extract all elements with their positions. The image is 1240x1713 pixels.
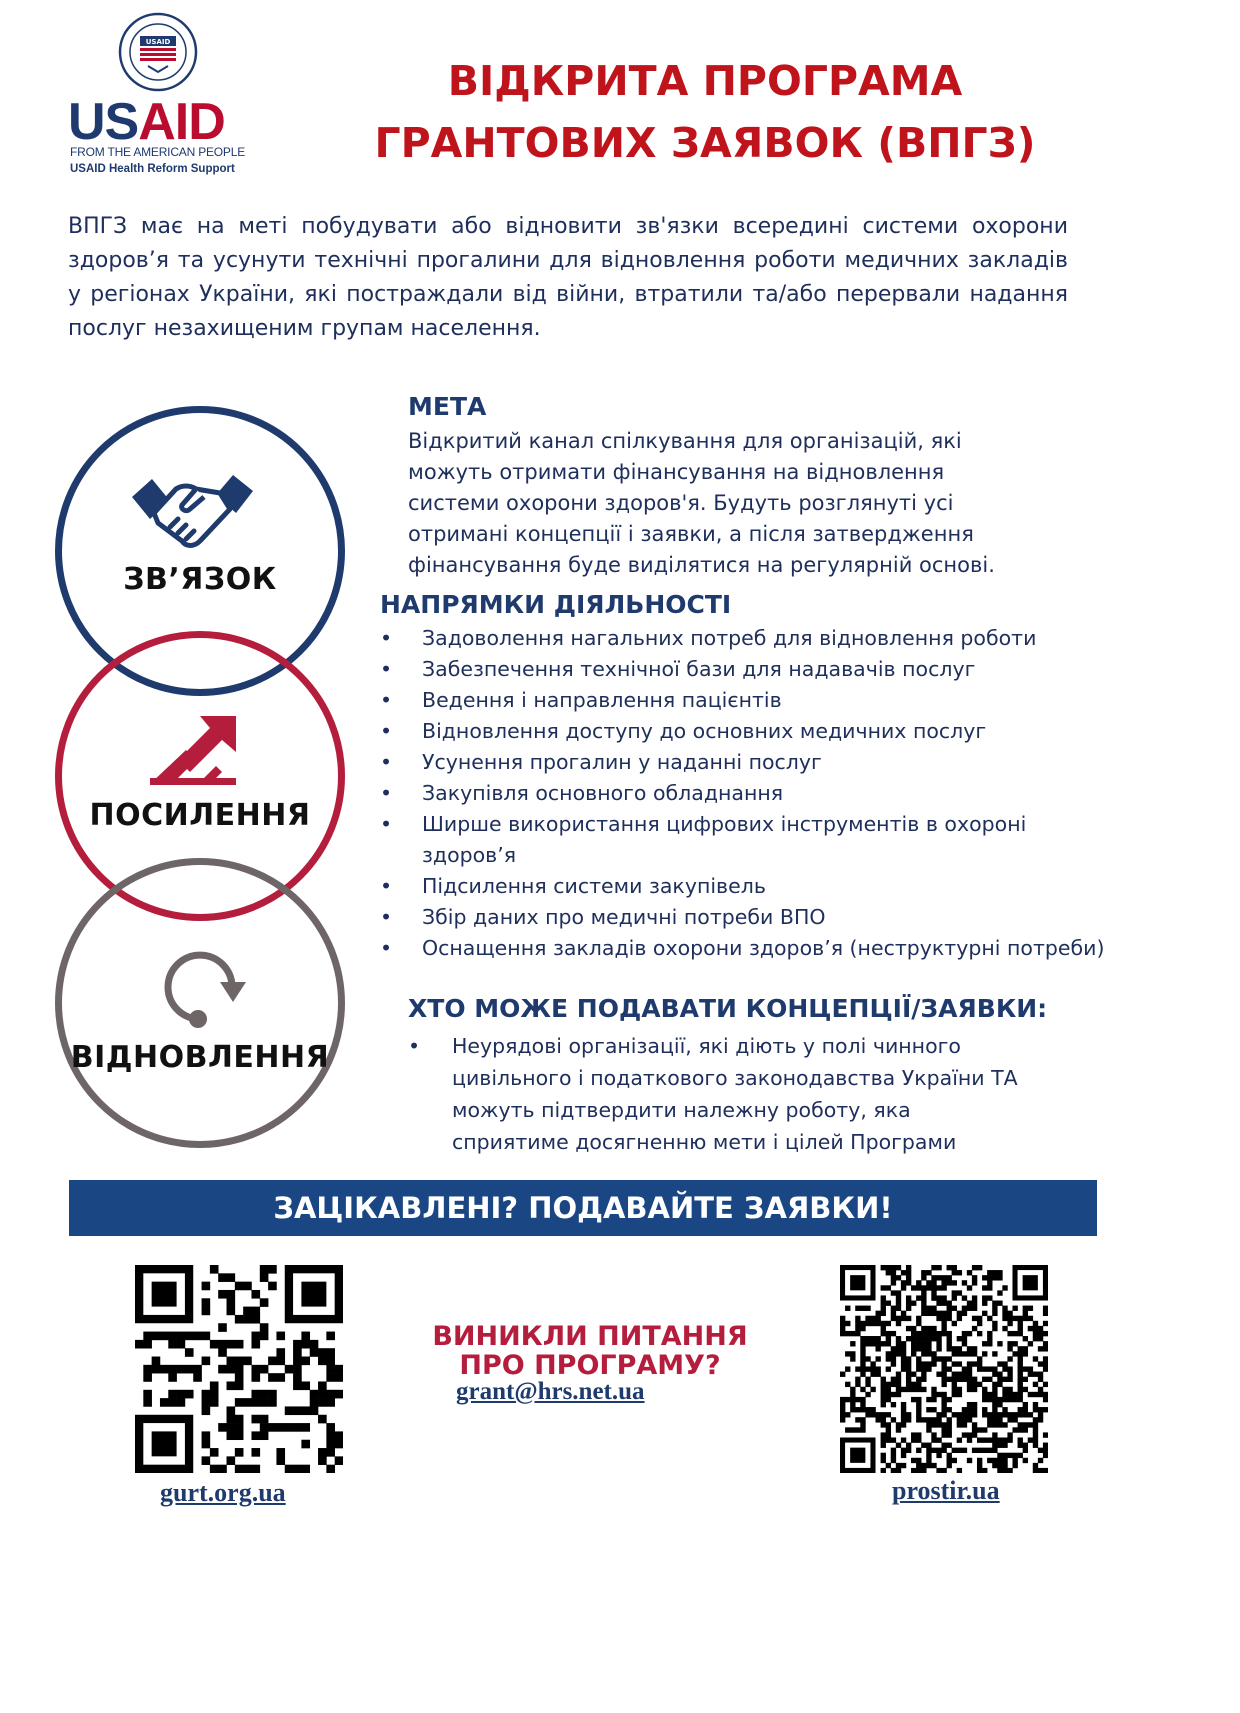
list-item: • Задоволення нагальних потреб для відновлення роботи xyxy=(380,623,1130,654)
intro-paragraph: ВПГЗ має на меті побудувати або відновити зв'язки всередині системи охорони здоров’я та усунути технічні прогалини для відновлення роботи медичних закладів у регіонах України, які постраждали від війни, втратили та/або перервали надання послуг незахищеним групам населення. xyxy=(68,214,1068,341)
usaid-wordmark xyxy=(68,93,225,151)
list-item: • Ширше використання цифрових інструментів в охороні здоров’я xyxy=(380,809,1102,871)
title-line-2: ГРАНТОВИХ ЗАЯВОК (ВПГЗ) xyxy=(374,119,1036,167)
list-item: • Відновлення доступу до основних медичних послуг xyxy=(380,716,1130,747)
questions-line-2: ПРО ПРОГРАМУ? xyxy=(459,1350,721,1381)
gurt-link[interactable]: gurt.org.ua xyxy=(160,1478,286,1507)
goal-text: Відкритий канал спілкування для організацій, які можуть отримати фінансування на відновлення системи охорони здоров'я. Будуть розглянуті усі отримані концепції і заявки, а після затвердження фінансування буде виділятися на регулярній основі. xyxy=(408,429,995,577)
growth-arrow-icon xyxy=(150,712,238,791)
list-item: • Ведення і направлення пацієнтів xyxy=(380,685,1130,716)
eligibility-heading: ХТО МОЖЕ ПОДАВАТИ КОНЦЕПЦІЇ/ЗАЯВКИ: xyxy=(408,994,1048,1023)
qr-code-prostir[interactable] xyxy=(840,1265,1048,1477)
list-item: • Забезпечення технічної бази для надавачів послуг xyxy=(380,654,1130,685)
wordmark-aid: AID xyxy=(138,93,225,151)
logo-subline: USAID Health Reform Support xyxy=(70,163,235,175)
directions-heading: НАПРЯМКИ ДІЯЛЬНОСТІ xyxy=(380,590,732,619)
handshake-icon xyxy=(130,467,255,556)
directions-list xyxy=(380,623,1130,964)
call-to-action-banner: ЗАЦІКАВЛЕНІ? ПОДАВАЙТЕ ЗАЯВКИ! xyxy=(69,1180,1097,1236)
pillar-label-connection: ЗВ’ЯЗОК xyxy=(123,562,277,597)
list-item: • Закупівля основного обладнання xyxy=(380,778,1130,809)
pillar-label-strengthening: ПОСИЛЕННЯ xyxy=(89,798,311,833)
list-item: • Підсилення системи закупівель xyxy=(380,871,1130,902)
qr-code-gurt[interactable] xyxy=(135,1265,343,1477)
contact-email-link[interactable]: grant@hrs.net.ua xyxy=(456,1378,645,1405)
wordmark-us: US xyxy=(68,93,139,151)
questions-heading xyxy=(430,1322,750,1380)
eligibility-list xyxy=(408,1030,1088,1158)
questions-line-1: ВИНИКЛИ ПИТАННЯ xyxy=(432,1321,748,1352)
logo-tagline: FROM THE AMERICAN PEOPLE xyxy=(70,145,246,159)
pillar-label-recovery: ВІДНОВЛЕННЯ xyxy=(70,1040,330,1075)
list-item: • Збір даних про медичні потреби ВПО xyxy=(380,902,1130,933)
title-line-1: ВІДКРИТА ПРОГРАМА xyxy=(447,57,963,105)
list-item: • Неурядові організації, які діють у полі чинного цивільного і податкового законодавства України ТА можуть підтвердити належну роботу, яка сприятиме досягненню мети і цілей Програми xyxy=(408,1030,1032,1158)
goal-heading: МЕТА xyxy=(408,392,487,421)
usaid-seal-icon xyxy=(118,12,198,96)
seal-label: USAID xyxy=(145,38,171,46)
cycle-arrow-icon xyxy=(150,944,250,1033)
prostir-link[interactable]: prostir.ua xyxy=(892,1476,1000,1505)
list-item: • Оснащення закладів охорони здоров’я (неструктурні потреби) xyxy=(380,933,1130,964)
page-title xyxy=(340,50,1070,174)
list-item: • Усунення прогалин у наданні послуг xyxy=(380,747,1130,778)
